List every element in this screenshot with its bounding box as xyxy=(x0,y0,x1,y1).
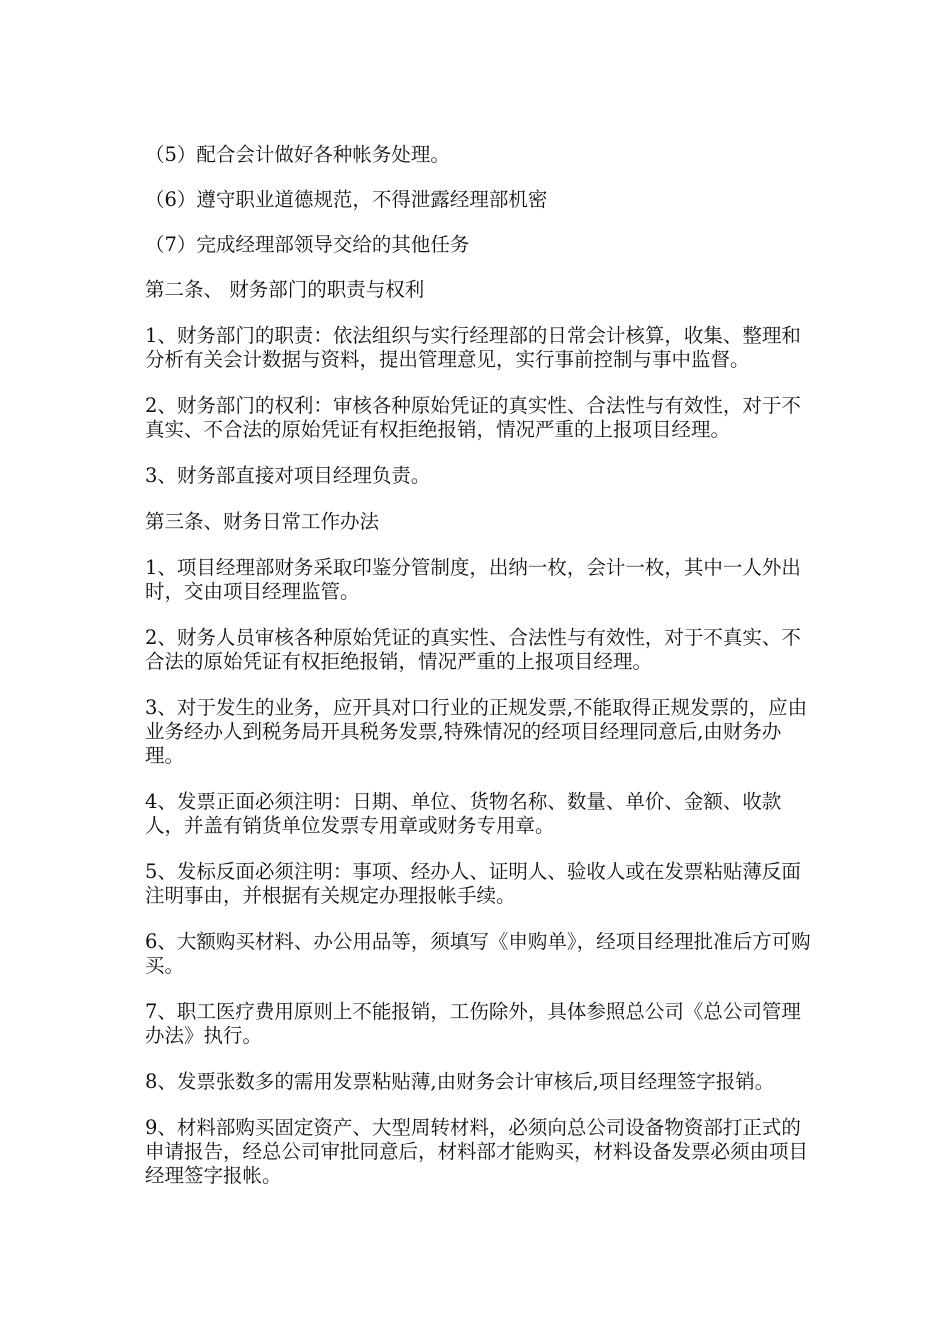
article-3-clause-6: 6、大额购买材料、办公用品等，须填写《申购单》，经项目经理批准后方可购买。 xyxy=(145,930,811,977)
article-3-heading: 第三条、财务日常工作办法 xyxy=(145,510,380,533)
article-3-clause-1: 1、项目经理部财务采取印鉴分管制度，出纳一枚，会计一枚，其中一人外出时，交由项目经理监管。 xyxy=(145,556,801,603)
document-body xyxy=(145,143,815,1210)
article-3-clause-7: 7、职工医疗费用原则上不能报销，工伤除外，具体参照总公司《总公司管理办法》执行。 xyxy=(145,1000,801,1047)
article-2-clause-1: 1、财务部门的职责：依法组织与实行经理部的日常会计核算，收集、整理和分析有关会计数据与资料，提出管理意见，实行事前控制与事中监督。 xyxy=(145,324,801,371)
duty-item-6: （6）遵守职业道德规范，不得泄露经理部机密 xyxy=(145,188,548,211)
article-3-clause-2: 2、财务人员审核各种原始凭证的真实性、合法性与有效性，对于不真实、不合法的原始凭证有权拒绝报销，情况严重的上报项目经理。 xyxy=(145,626,801,673)
article-3-clause-8: 8、发票张数多的需用发票粘贴薄,由财务会计审核后,项目经理签字报销。 xyxy=(145,1070,775,1093)
duty-item-7: （7）完成经理部领导交给的其他任务 xyxy=(145,233,470,256)
article-2-clause-3: 3、财务部直接对项目经理负责。 xyxy=(145,464,431,487)
article-2-clause-2: 2、财务部门的权利：审核各种原始凭证的真实性、合法性与有效性，对于不真实、不合法的原始凭证有权拒绝报销，情况严重的上报项目经理。 xyxy=(145,394,801,441)
article-3-clause-4: 4、发票正面必须注明：日期、单位、货物名称、数量、单价、金额、收款人，并盖有销货单位发票专用章或财务专用章。 xyxy=(145,790,782,837)
article-3-clause-9: 9、材料部购买固定资产、大型周转材料，必须向总公司设备物资部打正式的申请报告，经总公司审批同意后，材料部才能购买，材料设备发票必须由项目经理签字报帐。 xyxy=(145,1116,809,1187)
duty-item-5: （5）配合会计做好各种帐务处理。 xyxy=(145,143,450,166)
article-3-clause-5: 5、发标反面必须注明：事项、经办人、证明人、验收人或在发票粘贴薄反面注明事由，并根据有关规定办理报帐手续。 xyxy=(145,860,801,907)
article-3-clause-3: 3、对于发生的业务，应开具对口行业的正规发票,不能取得正规发票的，应由业务经办人到税务局开具税务发票,特殊情况的经项目经理同意后,由财务办理。 xyxy=(145,696,808,767)
article-2-heading: 第二条、 财务部门的职责与权利 xyxy=(145,278,425,301)
